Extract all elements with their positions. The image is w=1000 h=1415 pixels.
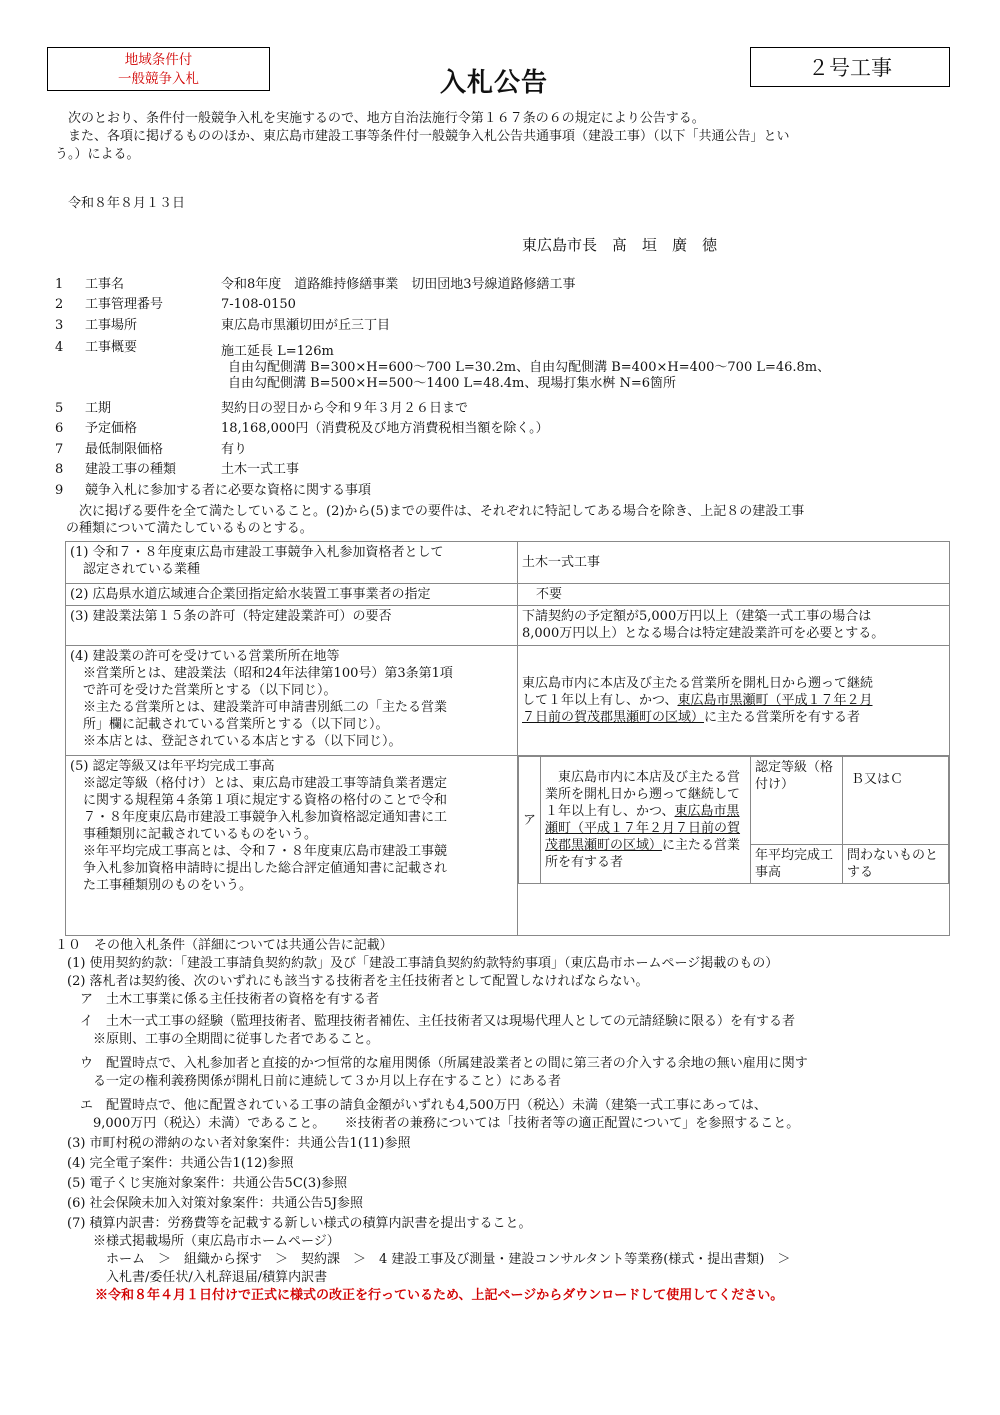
req5-line: ７・８年度東広島市建設工事競争入札参加資格認定通知書に工 bbox=[70, 810, 448, 825]
req5-line: (5) 認定等級又は年平均完成工事高 bbox=[70, 759, 275, 774]
item-row bbox=[55, 400, 945, 418]
item-row bbox=[55, 296, 945, 314]
sec10-line: ※原則、工事の全期間に従事した者であること。 bbox=[67, 1032, 380, 1047]
req1-label-a: (1) 令和７・８年度東広島市建設工事競争入札参加資格者として bbox=[70, 545, 444, 560]
req-label bbox=[66, 756, 518, 936]
sec10-line: 入札書/委任状/入札辞退届/積算内訳書 bbox=[67, 1270, 328, 1285]
item-number: 9 bbox=[55, 483, 64, 498]
avg-label: 年平均完成工事高 bbox=[751, 845, 843, 884]
item-number: 3 bbox=[55, 318, 64, 333]
req4-value-underlined: 東広島市黒瀬町（平成１７年２月 bbox=[677, 693, 873, 708]
item-label: 工事場所 bbox=[85, 318, 138, 333]
sec10-line: (6) 社会保険未加入対策対象案件：共通公告5J参照 bbox=[67, 1196, 364, 1211]
sec10-line: る一定の権利義務関係が開札日前に連続して３か月以上存在すること）にある者 bbox=[67, 1074, 562, 1089]
item-value: 土木一式工事 bbox=[221, 462, 300, 477]
item-value: 東広島市黒瀬切田が丘三丁目 bbox=[221, 318, 391, 333]
table-row bbox=[66, 584, 950, 606]
sec10-line: (4) 完全電子案件：共通公告1(12)参照 bbox=[67, 1156, 294, 1171]
sec10-line: (1) 使用契約約款：「建設工事請負契約約款」及び「建設工事請負契約約款特約事項」（東広島市ホームページ掲載のもの） bbox=[67, 956, 779, 971]
item-label: 建設工事の種類 bbox=[85, 462, 177, 477]
table-row bbox=[66, 542, 950, 584]
item-value: 契約日の翌日から令和９年３月２６日まで bbox=[221, 401, 469, 416]
sec10-line: エ 配置時点で、他に配置されている工事の請負金額がいずれも4,500万円（税込）未満（建築一式工事にあっては、 bbox=[67, 1098, 767, 1113]
item-label: 予定価格 bbox=[85, 421, 138, 436]
item-number: 1 bbox=[55, 277, 64, 292]
grade-value: Ｂ又はＣ bbox=[843, 757, 949, 845]
item-value: 施工延長 L=126m bbox=[221, 344, 334, 359]
sec10-line: (2) 落札者は契約後、次のいずれにも該当する技術者を主任技術者として配置しなければならない。 bbox=[67, 974, 649, 989]
sec10-line: 9,000万円（税込）未満）であること。 ※技術者の兼務については「技術者等の適正配置について」を参照すること。 bbox=[67, 1116, 800, 1131]
req5-line: に関する規程第４条第１項に規定する資格の格付のことで令和 bbox=[70, 793, 448, 808]
item-number: 4 bbox=[55, 340, 64, 355]
requirements-table bbox=[65, 541, 950, 936]
item-label: 工事名 bbox=[85, 277, 125, 292]
table-row bbox=[66, 756, 950, 936]
req4-line: ※主たる営業所とは、建設業許可申請書別紙二の「主たる営業 bbox=[70, 700, 448, 715]
req-label: (3) 建設業法第１５条の許可（特定建設業許可）の要否 bbox=[66, 606, 518, 646]
item-number: 8 bbox=[55, 462, 64, 477]
sec10-line: イ 土木一式工事の経験（監理技術者、監理技術者補佐、主任技術者又は現場代理人としての元請経験に限る）を有する者 bbox=[67, 1014, 796, 1029]
notice-date: 令和８年８月１３日 bbox=[68, 196, 186, 211]
req4-line: (4) 建設業の許可を受けている営業所所在地等 bbox=[70, 649, 340, 664]
req4-value-b: して１年以上有し、かつ、 bbox=[522, 693, 678, 708]
req4-value-underlined: ７日前の賀茂郡黒瀬町の区域） bbox=[522, 710, 705, 725]
req5-line: ※年平均完成工事高とは、令和７・８年度東広島市建設工事競 bbox=[70, 844, 448, 859]
item-row bbox=[55, 317, 945, 335]
intro-p2b: う。）による。 bbox=[55, 147, 140, 162]
sec10-line: ウ 配置時点で、入札参加者と直接的かつ恒常的な雇用関係（所属建設業者との間に第三者の介入する余地の無い雇用に関す bbox=[67, 1056, 808, 1071]
req5-line: 事種類別に記載されているものをいう。 bbox=[70, 827, 318, 842]
avg-value: 問わないものとする bbox=[843, 845, 949, 884]
overview-line: 自由勾配側溝 B=300×H=600～700 L=30.2m、自由勾配側溝 B=400×H=400～700 L=46.8m、 bbox=[228, 360, 831, 375]
grade-table bbox=[518, 756, 949, 884]
sec9-intro-line: の種類について満たしているものとする。 bbox=[66, 521, 313, 536]
table-row bbox=[66, 606, 950, 646]
req-value: 土木一式工事 bbox=[518, 542, 950, 584]
bid-type-line1: 地域条件付 bbox=[124, 52, 193, 68]
item-value: 令和8年度 道路維持修繕事業 切田団地3号線道路修繕工事 bbox=[221, 277, 576, 292]
req5-line: ※認定等級（格付け）とは、東広島市建設工事等請負業者選定 bbox=[70, 776, 448, 791]
bid-type-line2: 一般競争入札 bbox=[118, 71, 199, 87]
cond-text-underlined: 東広島市黒瀬町（平成１７年２月７日前の賀茂郡黒瀬町の区域） bbox=[545, 804, 741, 853]
req4-value-c: に主たる営業所を有する者 bbox=[704, 710, 861, 725]
item-value: 有り bbox=[221, 442, 248, 457]
req-value bbox=[518, 646, 950, 756]
req1-label-b: 認定されている業種 bbox=[83, 562, 201, 577]
intro-p2a: また、各項に掲げるもののほか、東広島市建設工事等条件付一般競争入札公告共通事項（建設工事）（以下「共通公告」とい bbox=[68, 129, 790, 144]
item-row bbox=[55, 441, 945, 459]
item-row bbox=[55, 420, 945, 438]
req5-line: 争入札参加資格申請時に提出した総合評定値通知書に記載され bbox=[70, 861, 448, 876]
item-row bbox=[55, 276, 945, 294]
sec10-line: ホーム ＞ 組織から探す ＞ 契約課 ＞ 4 建設工事及び測量・建設コンサルタント等業務(様式・提出書類) ＞ bbox=[67, 1252, 791, 1267]
req-value bbox=[518, 756, 950, 936]
item-value: 18,168,000円（消費税及び地方消費税相当額を除く。） bbox=[221, 421, 549, 436]
item-row bbox=[55, 461, 945, 479]
req-value bbox=[518, 606, 950, 646]
item-label: 競争入札に参加する者に必要な資格に関する事項 bbox=[85, 483, 372, 498]
req4-value-a: 東広島市内に本店及び主たる営業所を開札日から遡って継続 bbox=[522, 676, 874, 691]
cond-text-a: 東広島市内に本店及び主たる営業所を開札日から遡って継続して１年以上有し、かつ、 bbox=[545, 770, 741, 819]
grade-label: 認定等級（格付け） bbox=[751, 757, 843, 845]
item-label: 工事概要 bbox=[85, 340, 138, 355]
item-label: 工事管理番号 bbox=[85, 297, 164, 312]
red-notice: ※令和８年４月１日付けで正式に様式の改正を行っているため、上記ページからダウンロードして使用してください。 bbox=[95, 1288, 784, 1303]
req3-value-b: 8,000万円以上）となる場合は特定建設業許可を必要とする。 bbox=[522, 626, 885, 641]
page-title: 入札公告 bbox=[440, 68, 549, 98]
table-row bbox=[66, 646, 950, 756]
item-row bbox=[55, 339, 945, 393]
overview-line: 自由勾配側溝 B=500×H=500～1400 L=48.4m、現場打集水桝 N=6箇所 bbox=[228, 376, 677, 391]
cond-text bbox=[541, 757, 751, 884]
intro-paragraph bbox=[55, 110, 945, 164]
intro-p1: 次のとおり、条件付一般競争入札を実施するので、地方自治法施行令第１６７条の６の規定により公告する。 bbox=[68, 111, 705, 126]
sec10-line: ア 土木工事業に係る主任技術者の資格を有する者 bbox=[67, 992, 380, 1007]
item-value: 7-108-0150 bbox=[221, 297, 296, 312]
sec10-line: ※様式掲載場所（東広島市ホームページ） bbox=[67, 1234, 340, 1249]
sec10-line: (5) 電子くじ実施対象案件：共通公告5C(3)参照 bbox=[67, 1176, 348, 1191]
section-10 bbox=[55, 937, 950, 1305]
item-label: 工期 bbox=[85, 401, 112, 416]
req4-line: ※営業所とは、建設業法（昭和24年法律第100号）第3条第1項 bbox=[70, 666, 453, 681]
req-label bbox=[66, 646, 518, 756]
req-label: (2) 広島県水道広域連合企業団指定給水装置工事事業者の指定 bbox=[66, 584, 518, 606]
req5-line: た工事種類別のものをいう。 bbox=[70, 878, 253, 893]
item-label: 最低制限価格 bbox=[85, 442, 164, 457]
signer: 東広島市長 髙 垣 廣 徳 bbox=[522, 236, 718, 254]
work-number-box: ２号工事 bbox=[750, 47, 950, 87]
req4-line: ※本店とは、登記されている本店とする（以下同じ）。 bbox=[70, 734, 402, 749]
req-label bbox=[66, 542, 518, 584]
sec10-line: (7) 積算内訳書：労務費等を記載する新しい様式の積算内訳書を提出すること。 bbox=[67, 1216, 532, 1231]
bid-type-tag bbox=[47, 47, 270, 91]
sec9-intro bbox=[66, 503, 951, 537]
cond-mark: ア bbox=[519, 757, 541, 884]
sec10-line: (3) 市町村税の滞納のない者対象案件：共通公告1(11)参照 bbox=[67, 1136, 411, 1151]
req3-value-a: 下請契約の予定額が5,000万円以上（建築一式工事の場合は bbox=[522, 609, 872, 624]
cond-text-b: に主たる営業所を有する者 bbox=[545, 838, 741, 870]
req4-line: 所」欄に記載されている営業所とする（以下同じ）。 bbox=[70, 717, 389, 732]
item-number: 7 bbox=[55, 442, 64, 457]
item-row bbox=[55, 482, 945, 500]
req4-line: で許可を受けた営業所とする（以下同じ）。 bbox=[70, 683, 337, 698]
sec9-intro-line: 次に掲げる要件を全て満たしていること。(2)から(5)までの要件は、それぞれに特記してある場合を除き、上記８の建設工事 bbox=[79, 504, 805, 519]
item-number: 2 bbox=[55, 297, 64, 312]
item-number: 6 bbox=[55, 421, 64, 436]
sec10-heading: １０ その他入札条件（詳細については共通公告に記載） bbox=[55, 938, 393, 953]
item-number: 5 bbox=[55, 401, 64, 416]
req-value: 不要 bbox=[518, 584, 950, 606]
